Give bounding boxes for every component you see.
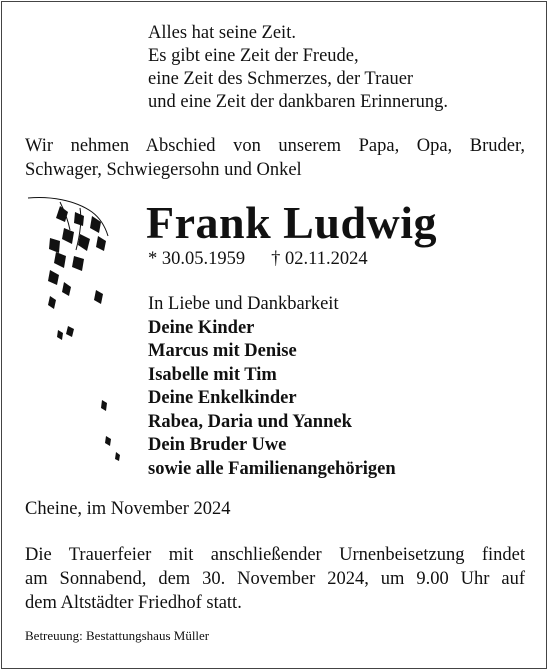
poem-line: Alles hat seine Zeit.	[148, 23, 296, 43]
leaf-icon	[62, 228, 74, 244]
poem	[148, 22, 448, 114]
mourners-list	[148, 293, 396, 481]
mourner-line: Rabea, Daria und Yannek	[148, 411, 352, 432]
leaves-branch-illustration	[20, 190, 140, 470]
leaf-icon	[74, 212, 84, 226]
leaf-icon	[94, 290, 103, 304]
mourner-line: sowie alle Familienangehörigen	[148, 458, 396, 479]
deceased-name: Frank Ludwig	[146, 197, 438, 248]
leaf-icon	[66, 326, 74, 337]
leaf-icon	[78, 234, 90, 251]
poem-line: Es gibt eine Zeit der Freude,	[148, 46, 359, 66]
leaf-icon	[48, 296, 56, 309]
funeral-line: am Sonnabend, dem 30. November 2024, um 9.00 Uhr auf	[25, 569, 525, 589]
leaf-icon	[115, 452, 120, 461]
mourners-heading: In Liebe und Dankbarkeit	[148, 294, 339, 314]
poem-line: und eine Zeit der dankbaren Erinnerung.	[148, 92, 448, 112]
funeral-info	[25, 543, 525, 615]
birth-date: * 30.05.1959	[148, 249, 246, 269]
intro-line: Schwager, Schwiegersohn und Onkel	[25, 160, 302, 180]
leaf-icon	[72, 256, 84, 271]
place-and-date: Cheine, im November 2024	[25, 499, 231, 519]
leaf-icon	[96, 236, 106, 251]
funeral-line: dem Altstädter Friedhof statt.	[25, 593, 242, 613]
death-date: † 02.11.2024	[271, 249, 368, 269]
leaf-icon	[48, 270, 59, 285]
mourner-line: Dein Bruder Uwe	[148, 435, 287, 455]
poem-line: eine Zeit des Schmerzes, der Trauer	[148, 69, 414, 89]
leaf-icon	[54, 252, 66, 268]
intro-line: Wir nehmen Abschied von unserem Papa, Opa, Bruder,	[25, 136, 525, 156]
leaf-icon	[56, 206, 68, 222]
leaf-icon	[62, 282, 71, 296]
leaf-icon	[57, 330, 63, 340]
leaf-icon	[105, 436, 111, 446]
intro-text	[25, 134, 525, 182]
funeral-line: Die Trauerfeier mit anschließender Urnenbeisetzung findet	[25, 545, 525, 565]
leaf-icon	[101, 400, 107, 411]
mourner-line: Deine Enkelkinder	[148, 388, 297, 408]
leaf-icon	[49, 238, 60, 253]
mourner-line: Marcus mit Denise	[148, 341, 297, 361]
life-dates	[148, 249, 368, 270]
funeral-home-credit: Betreuung: Bestattungshaus Müller	[25, 628, 210, 643]
mourner-line: Isabelle mit Tim	[148, 364, 277, 385]
mourner-line: Deine Kinder	[148, 317, 255, 338]
